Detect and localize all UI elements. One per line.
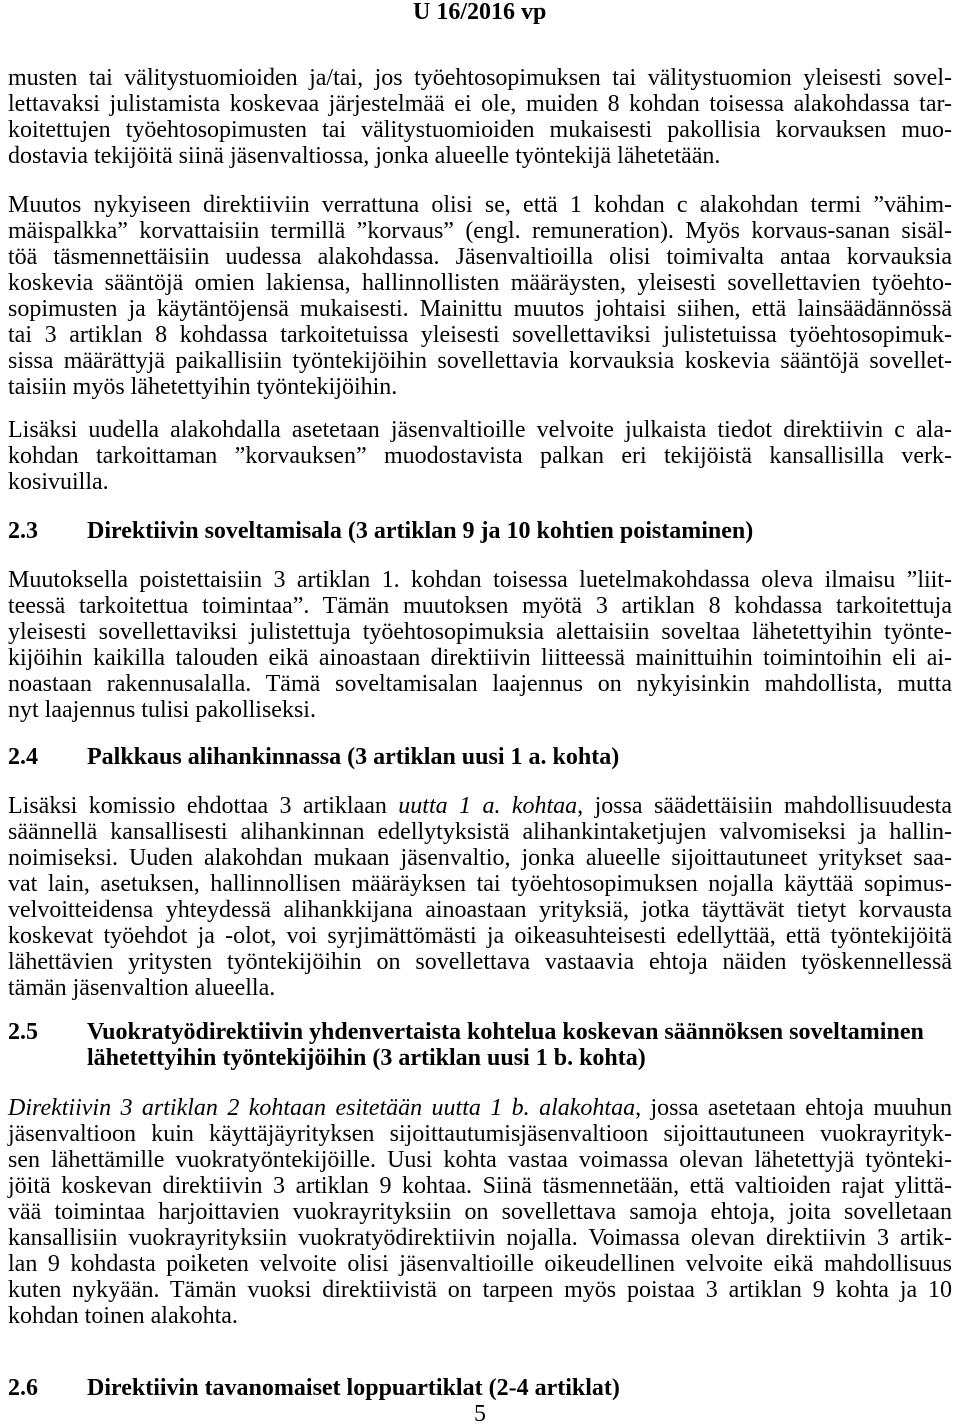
paragraph <box>8 793 952 1001</box>
section-number: 2.3 <box>8 518 38 544</box>
text-line: koitettujen työehtosopimusten tai välitystuomioiden mukaisesti pakollisia korvauksen muo- <box>8 117 952 143</box>
text-line: lettavaksi julistamista koskevaa järjestelmää ei ole, muiden 8 kohdan toisessa alakohdassa tar- <box>8 91 952 117</box>
text-line: musten tai välitystuomioiden ja/tai, jos työehtosopimuksen tai välitystuomion yleisesti sovel- <box>8 65 952 91</box>
paragraph <box>8 417 952 495</box>
section-title <box>87 1375 952 1401</box>
text-line <box>8 793 952 819</box>
text-run: , jossa säädettäisiin mahdollisuudesta <box>577 793 952 819</box>
italic-text-run: uutta 1 a. kohtaa <box>398 793 578 819</box>
section-heading-2-5 <box>8 1019 952 1071</box>
text-line: velvoitteidensa yhteydessä alihankkijana ainoastaan yrityksiä, jotka täyttävät tietyt korvausta <box>8 897 952 923</box>
text-line: tämän jäsenvaltion alueella. <box>8 975 276 1001</box>
text-line: lan 9 kohdasta poiketen velvoite olisi jäsenvaltioille oikeudellinen velvoite eikä mahdollisuus <box>8 1251 952 1277</box>
text-line: koskevia sääntöjä omien lakiensa, hallinnollisten määräysten, yleisesti sovellettavien työehto- <box>8 270 952 296</box>
text-run: , jossa asetetaan ehtoja muuhun <box>635 1095 952 1121</box>
section-title <box>87 744 952 770</box>
paragraph <box>8 567 952 723</box>
section-title-line: Direktiivin soveltamisala (3 artiklan 9 ja 10 kohtien poistaminen) <box>87 518 754 544</box>
text-line: yleisesti sovellettaviksi julistettuja työehtosopimuksia alettaisiin soveltaa lähetettyihin työnte- <box>8 619 952 645</box>
text-line: kohdan tarkoittaman ”korvauksen” muodostavista palkan eri tekijöistä kansallisilla verk- <box>8 443 952 469</box>
text-line: kijöihin kaikilla talouden eikä ainoastaan direktiivin liitteessä mainittuihin toimintoihin eli ai- <box>8 645 952 671</box>
paragraph <box>8 192 952 400</box>
page-number: 5 <box>474 1401 486 1427</box>
section-heading-2-3 <box>8 518 952 544</box>
text-line: sissa määrättyjä paikallisiin työntekijöihin sovellettavia korvauksia koskevia sääntöjä sovellet- <box>8 348 952 374</box>
text-line: Muutoksella poistettaisiin 3 artiklan 1. kohdan toisessa luetelmakohdassa oleva ilmaisu ”liit- <box>8 567 952 593</box>
text-line: kosivuilla. <box>8 469 109 495</box>
text-line: dostavia tekijöitä siinä jäsenvaltiossa, jonka alueelle työntekijä lähetetään. <box>8 143 721 169</box>
text-line <box>8 1095 952 1121</box>
text-line: taisiin myös lähetettyihin työntekijöihin. <box>8 374 398 400</box>
document-id-header: U 16/2016 vp <box>413 0 547 25</box>
text-line: töä täsmennettäisiin uudessa alakohdassa. Jäsenvaltioilla olisi toimivalta antaa korvauksia <box>8 244 952 270</box>
text-line: vat lain, asetuksen, hallinnollisen määräyksen tai työehtosopimuksen nojalla käyttää sopimus- <box>8 871 952 897</box>
text-line: tai 3 artiklan 8 kohdassa tarkoitetuissa yleisesti sovellettaviksi julistetuissa työehtosopimuk- <box>8 322 952 348</box>
text-line: mäispalkka” korvattaisiin termillä ”korvaus” (engl. remuneration). Myös korvaus-sanan sisäl- <box>8 218 952 244</box>
text-line: säännellä kansallisesti alihankinnan edellytyksistä alihankintaketjujen valvomiseksi ja hallin- <box>8 819 952 845</box>
text-line: noimiseksi. Uuden alakohdan mukaan jäsenvaltio, jonka alueelle sijoittautuneet yritykset saa- <box>8 845 952 871</box>
text-line: lähettävien yritysten työntekijöihin on sovellettava vastaavia ehtoja näiden työskennellessä <box>8 949 952 975</box>
italic-text-run: Direktiivin 3 artiklan 2 kohtaan esitetään uutta 1 b. alakohtaa <box>8 1095 636 1121</box>
text-line: kuten nykyään. Tämän vuoksi direktiivistä on tarpeen myös poistaa 3 artiklan 9 kohta ja 10 <box>8 1277 952 1303</box>
text-line: nyt laajennus tulisi pakolliseksi. <box>8 697 316 723</box>
section-number: 2.5 <box>8 1019 38 1045</box>
text-line: sen lähettämille vuokratyöntekijöille. Uusi kohta vastaa voimassa olevan lähetettyjä työnteki- <box>8 1147 952 1173</box>
section-number: 2.6 <box>8 1375 38 1401</box>
text-line: Lisäksi uudella alakohdalla asetetaan jäsenvaltioille velvoite julkaista tiedot direktiivin c ala- <box>8 417 952 443</box>
paragraph <box>8 65 952 169</box>
section-title-line: lähetettyihin työntekijöihin (3 artiklan uusi 1 b. kohta) <box>87 1045 646 1071</box>
text-line: jöitä koskevan direktiivin 3 artiklan 9 kohtaa. Siinä täsmennetään, että valtioiden rajat ylittä- <box>8 1173 952 1199</box>
text-line: jäsenvaltioon kuin käyttäjäyrityksen sijoittautumisjäsenvaltioon sijoittautuneen vuokrayrityk- <box>8 1121 952 1147</box>
section-heading-2-4 <box>8 744 952 770</box>
section-title-line: Direktiivin tavanomaiset loppuartiklat (2-4 artiklat) <box>87 1375 620 1401</box>
section-title <box>87 518 952 544</box>
text-line: vää toimintaa harjoittavien vuokrayrityksiin on sovellettava samoja ehtoja, joita sovelletaan <box>8 1199 952 1225</box>
text-line: kansallisiin vuokrayrityksiin vuokratyödirektiivin nojalla. Voimassa olevan direktiivin 3 artik- <box>8 1225 952 1251</box>
text-line: noastaan rakennusalalla. Tämä soveltamisalan laajennus on nykyisinkin mahdollista, mutta <box>8 671 952 697</box>
text-run: Lisäksi komissio ehdottaa 3 artiklaan <box>8 793 399 819</box>
text-line: kohdan toinen alakohta. <box>8 1303 238 1329</box>
section-heading-2-6 <box>8 1375 952 1401</box>
section-title-line: Palkkaus alihankinnassa (3 artiklan uusi 1 a. kohta) <box>87 744 620 770</box>
section-title-line: Vuokratyödirektiivin yhdenvertaista kohtelua koskevan säännöksen soveltaminen <box>87 1019 924 1045</box>
text-line: koskevat työehdot ja -olot, voi syrjimättömästi ja oikeasuhteisesti edellyttää, että työntekijöitä <box>8 923 952 949</box>
section-title <box>87 1019 952 1071</box>
section-number: 2.4 <box>8 744 38 770</box>
paragraph <box>8 1095 952 1329</box>
text-line: Muutos nykyiseen direktiiviin verrattuna olisi se, että 1 kohdan c alakohdan termi ”vähim- <box>8 192 952 218</box>
text-line: teessä tarkoitettua toimintaa”. Tämän muutoksen myötä 3 artiklan 8 kohdassa tarkoitettuja <box>8 593 952 619</box>
text-line: sopimusten ja käytäntöjensä mukaisesti. Mainittu muutos johtaisi siihen, että lainsäädännössä <box>8 296 952 322</box>
